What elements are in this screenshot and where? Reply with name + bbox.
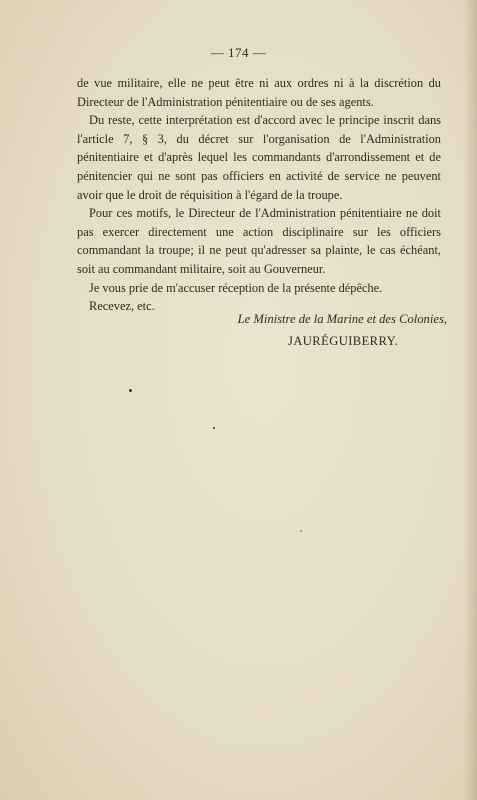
paragraph-acknowledgement: Je vous prie de m'accuser réception de la présente dépêche.: [89, 280, 383, 295]
page-binding-shadow: [463, 0, 477, 800]
page-number: — 174 —: [210, 45, 267, 60]
letter-body: [77, 74, 441, 316]
paper-speck: [300, 530, 302, 532]
paragraph-closing: Recevez, etc.: [89, 299, 155, 314]
paragraph-continuation: de vue militaire, elle ne peut être ni aux ordres ni à la discrétion du Directeur de l'Administration pénitentiaire ou de ses agents.: [77, 76, 441, 109]
paragraph-motifs: Pour ces motifs, le Directeur de l'Administration pénitentiaire ne doit pas exercer directement une action disciplinaire sur les officiers commandant la troupe; il ne peut qu'adresser sa plainte, le cas échéant, soit au commandant militaire, soit au Gouverneur.: [77, 206, 441, 276]
paper-speck: [213, 427, 215, 429]
signature-title: Le Ministre de la Marine et des Colonies,: [237, 312, 447, 326]
paragraph-interpretation: Du reste, cette interprétation est d'accord avec le principe inscrit dans l'article 7, § 3, du décret sur l'organisation de l'Administration pénitentiaire et d'après lequel les commandants d'arrondissement et de pénitencier qui ne sont pas officiers en activité de service ne peuvent avoir que le droit de réquisition à l'égard de la troupe.: [77, 113, 441, 202]
paper-speck: [129, 389, 132, 392]
signature-name: JAURÉGUIBERRY.: [288, 334, 398, 348]
